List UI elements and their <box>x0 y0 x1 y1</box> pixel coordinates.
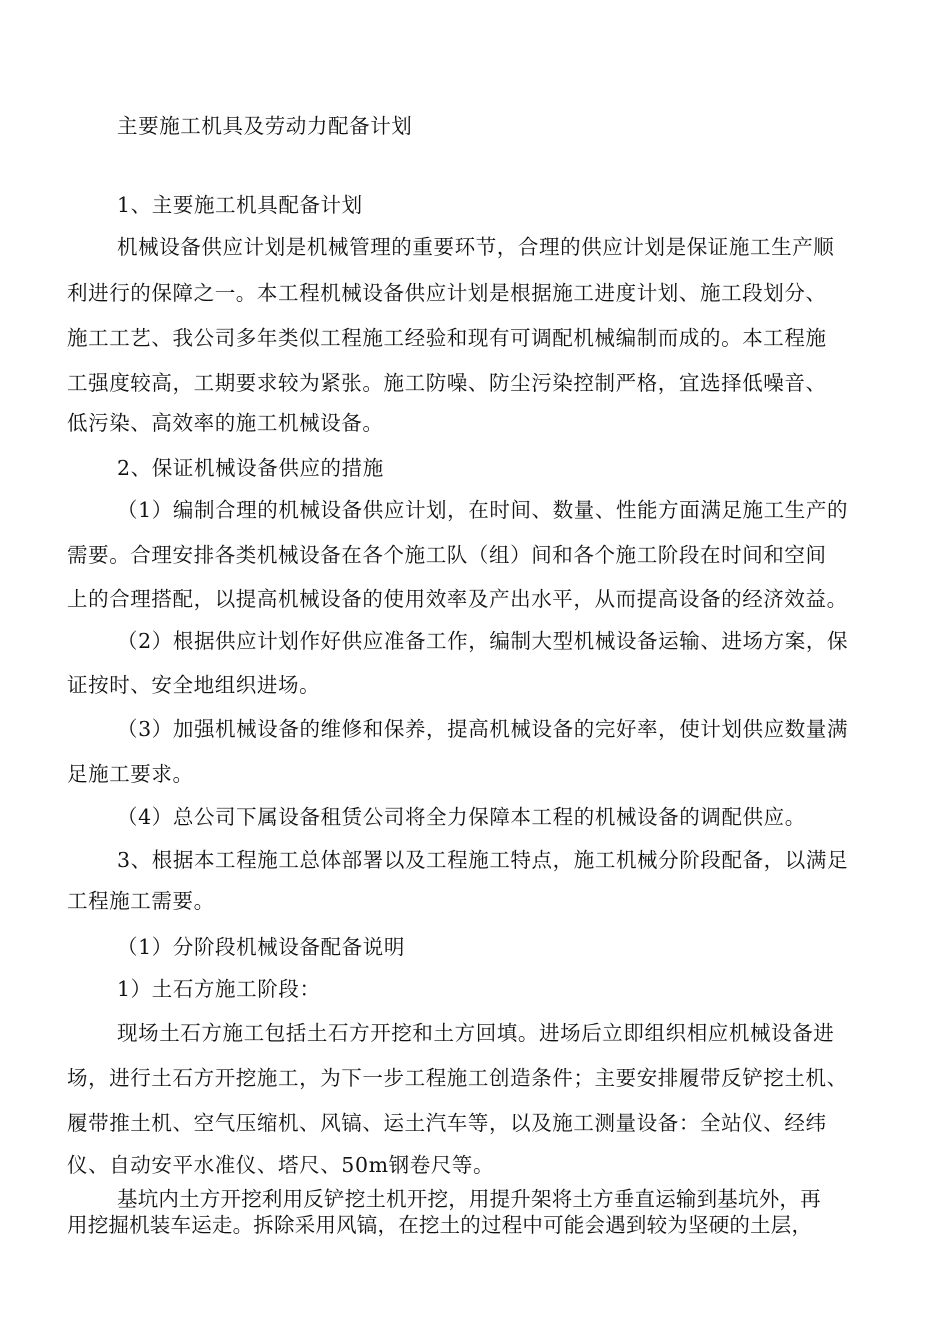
paragraph-line: （2）根据供应计划作好供应准备工作，编制大型机械设备运输、进场方案，保 <box>117 629 849 653</box>
paragraph-line: 证按时、安全地组织进场。 <box>67 673 321 697</box>
section-heading: 1、主要施工机具配备计划 <box>117 193 363 217</box>
paragraph-line: 施工工艺、我公司多年类似工程施工经验和现有可调配机械编制而成的。本工程施 <box>67 326 827 350</box>
paragraph-line: 现场土石方施工包括土石方开挖和土方回填。进场后立即组织相应机械设备进 <box>117 1021 835 1045</box>
paragraph-line: 场，进行土石方开挖施工，为下一步工程施工创造条件；主要安排履带反铲挖土机、 <box>67 1066 848 1090</box>
section-heading: 3、根据本工程施工总体部署以及工程施工特点，施工机械分阶段配备，以满足 <box>117 848 849 872</box>
paragraph-line: 工程施工需要。 <box>67 889 215 913</box>
section-heading: 2、保证机械设备供应的措施 <box>117 456 384 480</box>
paragraph-line: 上的合理搭配，以提高机械设备的使用效率及产出水平，从而提高设备的经济效益。 <box>67 587 848 611</box>
paragraph-line: 低污染、高效率的施工机械设备。 <box>67 411 384 435</box>
paragraph-line: （1）编制合理的机械设备供应计划，在时间、数量、性能方面满足施工生产的 <box>117 498 849 522</box>
subsection-heading: （1）分阶段机械设备配备说明 <box>117 935 405 959</box>
paragraph-line: 基坑内土方开挖利用反铲挖土机开挖，用提升架将土方垂直运输到基坑外，再 <box>117 1187 821 1211</box>
paragraph-line: 仪、自动安平水准仪、塔尺、50m钢卷尺等。 <box>67 1153 495 1177</box>
paragraph-line: 工强度较高，工期要求较为紧张。施工防噪、防尘污染控制严格，宜选择低噪音、 <box>67 371 827 395</box>
paragraph-line: 机械设备供应计划是机械管理的重要环节，合理的供应计划是保证施工生产顺 <box>117 235 835 259</box>
document-title: 主要施工机具及劳动力配备计划 <box>117 114 413 138</box>
paragraph-line: （4）总公司下属设备租赁公司将全力保障本工程的机械设备的调配供应。 <box>117 805 806 829</box>
paragraph-line: 需要。合理安排各类机械设备在各个施工队（组）间和各个施工阶段在时间和空间 <box>67 543 827 567</box>
paragraph-line: （3）加强机械设备的维修和保养，提高机械设备的完好率，使计划供应数量满 <box>117 717 849 741</box>
paragraph-line: 利进行的保障之一。本工程机械设备供应计划是根据施工进度计划、施工段划分、 <box>67 281 827 305</box>
paragraph-line: 用挖掘机装车运走。拆除采用风镐，在挖土的过程中可能会遇到较为坚硬的土层， <box>67 1213 813 1237</box>
paragraph-line: 足施工要求。 <box>67 762 194 786</box>
subsection-heading: 1）土石方施工阶段： <box>117 977 321 1001</box>
paragraph-line: 履带推土机、空气压缩机、风镐、运土汽车等，以及施工测量设备：全站仪、经纬 <box>67 1111 827 1135</box>
